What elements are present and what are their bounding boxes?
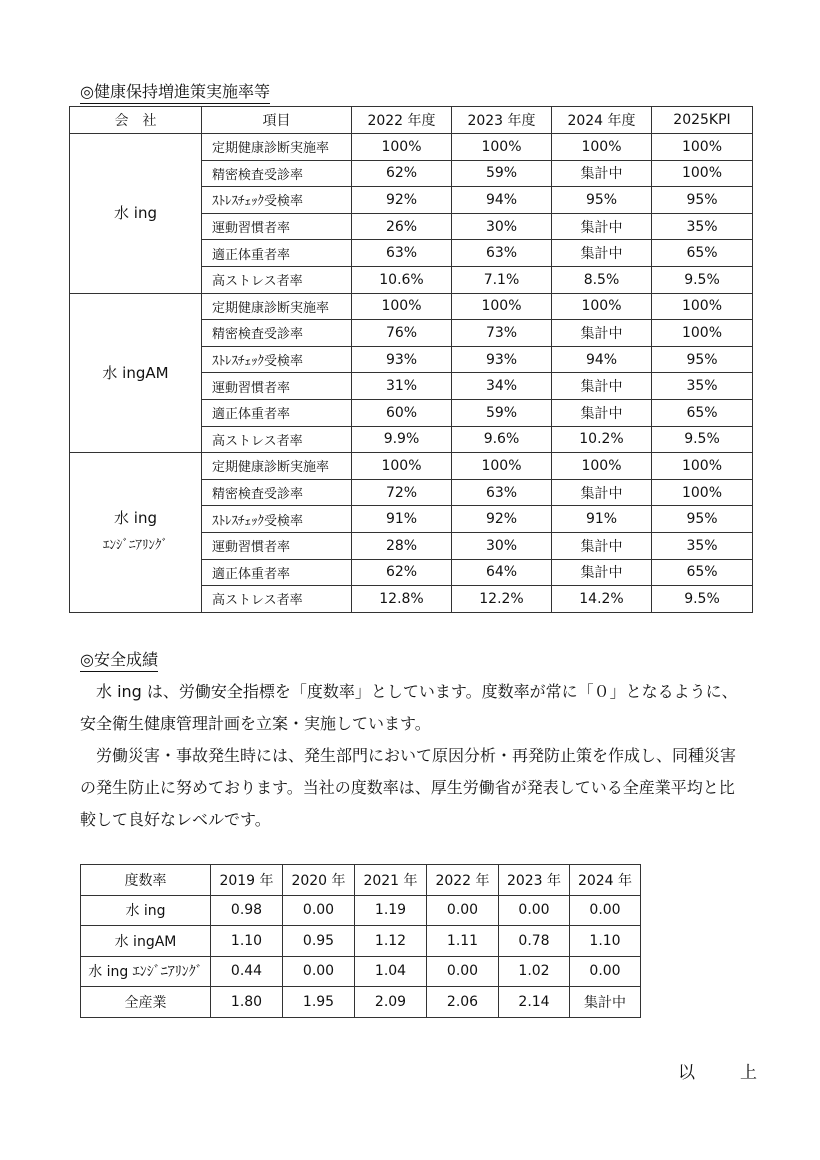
rate-value: 9.5% <box>652 586 753 613</box>
rate-value: 集計中 <box>552 240 652 267</box>
closing-mark: 以 上 <box>678 1063 771 1083</box>
rate-value: 76% <box>352 320 452 347</box>
company-label: 水 ing ｴﾝｼﾞﾆｱﾘﾝｸﾞ <box>81 956 211 987</box>
rate-value: 95% <box>552 187 652 214</box>
frequency-table-row <box>81 956 641 987</box>
rate-value: 26% <box>352 213 452 240</box>
company-name: 水 ingAM <box>102 363 169 382</box>
rate-value: 63% <box>452 479 552 506</box>
header-2024: 2024 年度 <box>552 107 652 134</box>
item-label: 運動習慣者率 <box>202 213 352 240</box>
company-cell <box>70 293 202 453</box>
frequency-value: 1.80 <box>211 987 283 1018</box>
company-label: 全産業 <box>81 987 211 1018</box>
item-label: 適正体重者率 <box>202 240 352 267</box>
frequency-table-row <box>81 895 641 926</box>
company-name: 水 ing <box>114 204 157 223</box>
rate-value: 集計中 <box>552 373 652 400</box>
frequency-value: 0.00 <box>570 956 641 987</box>
safety-section-heading: ◎安全成績 <box>80 650 158 672</box>
rate-value: 12.2% <box>452 586 552 613</box>
frequency-value: 1.02 <box>499 956 570 987</box>
item-label: 適正体重者率 <box>202 559 352 586</box>
item-label: 定期健康診断実施率 <box>202 293 352 320</box>
rate-value: 14.2% <box>552 586 652 613</box>
rate-value: 集計中 <box>552 479 652 506</box>
rate-value: 59% <box>452 160 552 187</box>
rate-value: 65% <box>652 399 753 426</box>
year-header: 2024 年 <box>570 865 641 896</box>
rate-value: 12.8% <box>352 586 452 613</box>
rate-value: 7.1% <box>452 266 552 293</box>
company-name: 水 ing <box>114 509 157 528</box>
item-label: 高ストレス者率 <box>202 586 352 613</box>
year-header: 2021 年 <box>355 865 427 896</box>
health-table-row <box>70 134 753 161</box>
rate-value: 30% <box>452 213 552 240</box>
safety-paragraph-1: 水 ing は、労働安全指標を「度数率」としています。度数率が常に「０」となるように、安全衛生健康管理計画を立案・実施しています。 <box>80 682 738 733</box>
frequency-rate-table <box>80 864 641 1018</box>
rate-value: 95% <box>652 187 753 214</box>
header-2025kpi: 2025KPI <box>652 107 753 134</box>
rate-value: 9.6% <box>452 426 552 453</box>
rate-value: 集計中 <box>552 399 652 426</box>
rate-value: 100% <box>652 479 753 506</box>
rate-value: 100% <box>352 293 452 320</box>
rate-value: 91% <box>352 506 452 533</box>
rate-value: 31% <box>352 373 452 400</box>
company-cell <box>70 134 202 294</box>
health-table-row <box>70 293 753 320</box>
company-label: 水 ingAM <box>81 926 211 957</box>
frequency-value: 0.00 <box>427 895 499 926</box>
rate-value: 100% <box>652 453 753 480</box>
rate-value: 10.6% <box>352 266 452 293</box>
frequency-value: 1.12 <box>355 926 427 957</box>
rate-value: 集計中 <box>552 213 652 240</box>
year-header: 2019 年 <box>211 865 283 896</box>
rate-value: 100% <box>452 453 552 480</box>
company-name-line2: ｴﾝｼﾞﾆｱﾘﾝｸﾞ <box>103 538 168 554</box>
frequency-value: 2.06 <box>427 987 499 1018</box>
frequency-value: 0.78 <box>499 926 570 957</box>
frequency-value: 0.00 <box>499 895 570 926</box>
rate-value: 100% <box>452 134 552 161</box>
item-label: 精密検査受診率 <box>202 320 352 347</box>
item-label: 適正体重者率 <box>202 399 352 426</box>
frequency-value: 0.00 <box>283 895 355 926</box>
rate-value: 73% <box>452 320 552 347</box>
rate-value: 35% <box>652 213 753 240</box>
rate-value: 60% <box>352 399 452 426</box>
year-header: 2023 年 <box>499 865 570 896</box>
year-header: 2022 年 <box>427 865 499 896</box>
item-label: 高ストレス者率 <box>202 266 352 293</box>
frequency-value: 1.10 <box>211 926 283 957</box>
health-table-row <box>70 453 753 480</box>
health-table-header-row <box>70 107 753 134</box>
frequency-table-row <box>81 926 641 957</box>
rate-value: 9.5% <box>652 266 753 293</box>
rate-value: 集計中 <box>552 320 652 347</box>
frequency-value: 集計中 <box>570 987 641 1018</box>
rate-value: 30% <box>452 532 552 559</box>
rate-value: 9.9% <box>352 426 452 453</box>
frequency-value: 1.95 <box>283 987 355 1018</box>
rate-value: 72% <box>352 479 452 506</box>
frequency-value: 0.00 <box>570 895 641 926</box>
rate-value: 35% <box>652 532 753 559</box>
item-label: ｽﾄﾚｽﾁｪｯｸ受検率 <box>202 346 352 373</box>
frequency-value: 1.10 <box>570 926 641 957</box>
rate-value: 100% <box>552 134 652 161</box>
company-cell <box>70 453 202 613</box>
rate-value: 94% <box>552 346 652 373</box>
rate-value: 100% <box>552 453 652 480</box>
rate-value: 95% <box>652 506 753 533</box>
rate-value: 集計中 <box>552 160 652 187</box>
frequency-value: 0.44 <box>211 956 283 987</box>
health-rates-table <box>69 106 753 613</box>
frequency-value: 2.09 <box>355 987 427 1018</box>
frequency-header-label: 度数率 <box>81 865 211 896</box>
rate-value: 93% <box>452 346 552 373</box>
rate-value: 集計中 <box>552 532 652 559</box>
rate-value: 100% <box>652 134 753 161</box>
rate-value: 100% <box>352 134 452 161</box>
rate-value: 100% <box>352 453 452 480</box>
rate-value: 8.5% <box>552 266 652 293</box>
rate-value: 28% <box>352 532 452 559</box>
frequency-value: 1.19 <box>355 895 427 926</box>
year-header: 2020 年 <box>283 865 355 896</box>
frequency-value: 0.95 <box>283 926 355 957</box>
item-label: 高ストレス者率 <box>202 426 352 453</box>
rate-value: 35% <box>652 373 753 400</box>
rate-value: 65% <box>652 559 753 586</box>
frequency-table-row <box>81 987 641 1018</box>
header-2023: 2023 年度 <box>452 107 552 134</box>
rate-value: 34% <box>452 373 552 400</box>
frequency-value: 2.14 <box>499 987 570 1018</box>
rate-value: 92% <box>452 506 552 533</box>
item-label: 定期健康診断実施率 <box>202 453 352 480</box>
rate-value: 9.5% <box>652 426 753 453</box>
header-company: 会 社 <box>70 107 202 134</box>
rate-value: 93% <box>352 346 452 373</box>
rate-value: 91% <box>552 506 652 533</box>
rate-value: 100% <box>652 293 753 320</box>
rate-value: 62% <box>352 160 452 187</box>
frequency-table-header-row <box>81 865 641 896</box>
rate-value: 63% <box>452 240 552 267</box>
item-label: 定期健康診断実施率 <box>202 134 352 161</box>
frequency-value: 1.04 <box>355 956 427 987</box>
item-label: 運動習慣者率 <box>202 532 352 559</box>
rate-value: 59% <box>452 399 552 426</box>
rate-value: 64% <box>452 559 552 586</box>
item-label: ｽﾄﾚｽﾁｪｯｸ受検率 <box>202 506 352 533</box>
item-label: 精密検査受診率 <box>202 479 352 506</box>
item-label: 運動習慣者率 <box>202 373 352 400</box>
rate-value: 100% <box>652 160 753 187</box>
rate-value: 10.2% <box>552 426 652 453</box>
header-item: 項目 <box>202 107 352 134</box>
item-label: 精密検査受診率 <box>202 160 352 187</box>
frequency-value: 0.00 <box>283 956 355 987</box>
health-section-heading: ◎健康保持増進策実施率等 <box>80 82 270 104</box>
rate-value: 63% <box>352 240 452 267</box>
safety-paragraph-2: 労働災害・事故発生時には、発生部門において原因分析・再発防止策を作成し、同種災害の発生防止に努めております。当社の度数率は、厚生労働省が発表している全産業平均と比較して良好なレベルです。 <box>80 746 737 829</box>
company-label: 水 ing <box>81 895 211 926</box>
item-label: ｽﾄﾚｽﾁｪｯｸ受検率 <box>202 187 352 214</box>
rate-value: 92% <box>352 187 452 214</box>
rate-value: 100% <box>552 293 652 320</box>
header-2022: 2022 年度 <box>352 107 452 134</box>
rate-value: 100% <box>652 320 753 347</box>
frequency-value: 1.11 <box>427 926 499 957</box>
rate-value: 94% <box>452 187 552 214</box>
rate-value: 95% <box>652 346 753 373</box>
rate-value: 65% <box>652 240 753 267</box>
rate-value: 100% <box>452 293 552 320</box>
rate-value: 62% <box>352 559 452 586</box>
frequency-value: 0.00 <box>427 956 499 987</box>
rate-value: 集計中 <box>552 559 652 586</box>
frequency-value: 0.98 <box>211 895 283 926</box>
